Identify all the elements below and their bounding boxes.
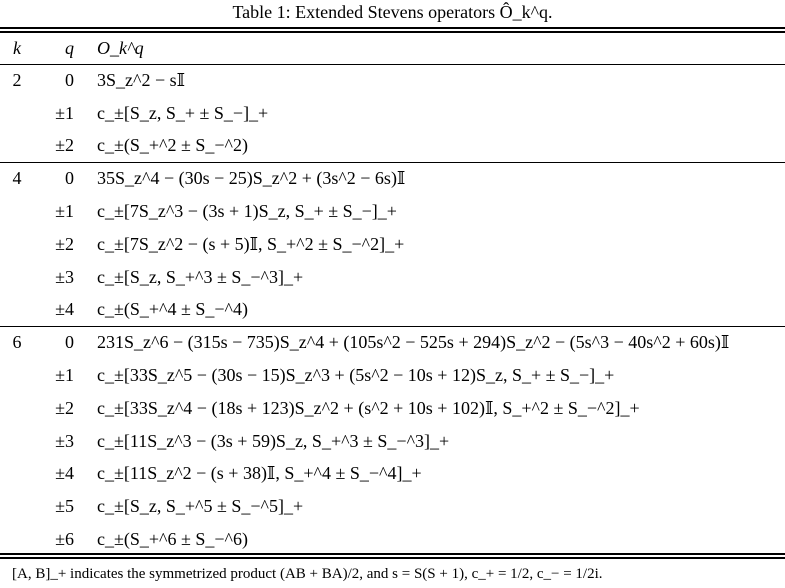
q-cell: ±6 [55,529,74,549]
operator-cell: 3S_z^2 − s𝕀 [97,70,186,90]
operator-cell: c_±[11S_z^2 − (s + 38)𝕀, S_+^4 ± S_−^4]_+ [97,463,422,483]
operator-cell: c_±[33S_z^5 − (30s − 15)S_z^3 + (5s^2 − 10s + 12)S_z, S_+ ± S_−]_+ [97,365,615,385]
bottom-rule [0,553,785,555]
header-q: q [65,38,74,58]
operator-cell: c_±[33S_z^4 − (18s + 123)S_z^2 + (s^2 + 10s + 102)𝕀, S_+^2 ± S_−^2]_+ [97,398,640,418]
operator-cell: c_±[S_z, S_+^5 ± S_−^5]_+ [97,496,304,516]
q-cell: ±5 [55,496,74,516]
operator-cell: c_±(S_+^4 ± S_−^4) [97,299,248,319]
k-cell: 2 [12,70,22,90]
operator-cell: c_±[S_z, S_+^3 ± S_−^3]_+ [97,267,304,287]
q-cell: ±2 [55,234,74,254]
table-footnote: [A, B]_+ indicates the symmetrized product (AB + BA)/2, and s = S(S + 1), c_+ = 1/2, c_− = 1/2i. [12,566,603,582]
operator-cell: c_±(S_+^2 ± S_−^2) [97,135,248,155]
q-cell: ±1 [55,103,74,123]
group-rule-k6 [0,326,785,327]
q-cell: ±4 [55,463,74,483]
bottom-rule-2 [0,557,785,559]
group-rule-k4 [0,162,785,163]
q-cell: ±1 [55,201,74,221]
q-cell: ±3 [55,431,74,451]
q-cell: 0 [65,332,74,352]
table-caption: Table 1: Extended Stevens operators Ô_k^q. [232,2,553,22]
q-cell: ±3 [55,267,74,287]
q-cell: ±2 [55,398,74,418]
operator-cell: c_±[7S_z^3 − (3s + 1)S_z, S_+ ± S_−]_+ [97,201,397,221]
q-cell: ±1 [55,365,74,385]
header-operator: O_k^q [97,38,144,58]
q-cell: ±4 [55,299,74,319]
operator-cell: 231S_z^6 − (315s − 735)S_z^4 + (105s^2 − 525s + 294)S_z^2 − (5s^3 − 40s^2 + 60s)𝕀 [97,332,730,352]
header-k: k [13,38,21,58]
q-cell: 0 [65,70,74,90]
top-rule [0,27,785,29]
k-cell: 6 [12,332,22,352]
header-rule [0,64,785,65]
operator-cell: c_±[11S_z^3 − (3s + 59)S_z, S_+^3 ± S_−^3]_+ [97,431,450,451]
q-cell: 0 [65,168,74,188]
operator-cell: c_±[7S_z^2 − (s + 5)𝕀, S_+^2 ± S_−^2]_+ [97,234,405,254]
q-cell: ±2 [55,135,74,155]
k-cell: 4 [12,168,22,188]
operator-cell: 35S_z^4 − (30s − 25)S_z^2 + (3s^2 − 6s)𝕀 [97,168,406,188]
operator-cell: c_±[S_z, S_+ ± S_−]_+ [97,103,269,123]
top-rule-2 [0,31,785,33]
operator-cell: c_±(S_+^6 ± S_−^6) [97,529,248,549]
